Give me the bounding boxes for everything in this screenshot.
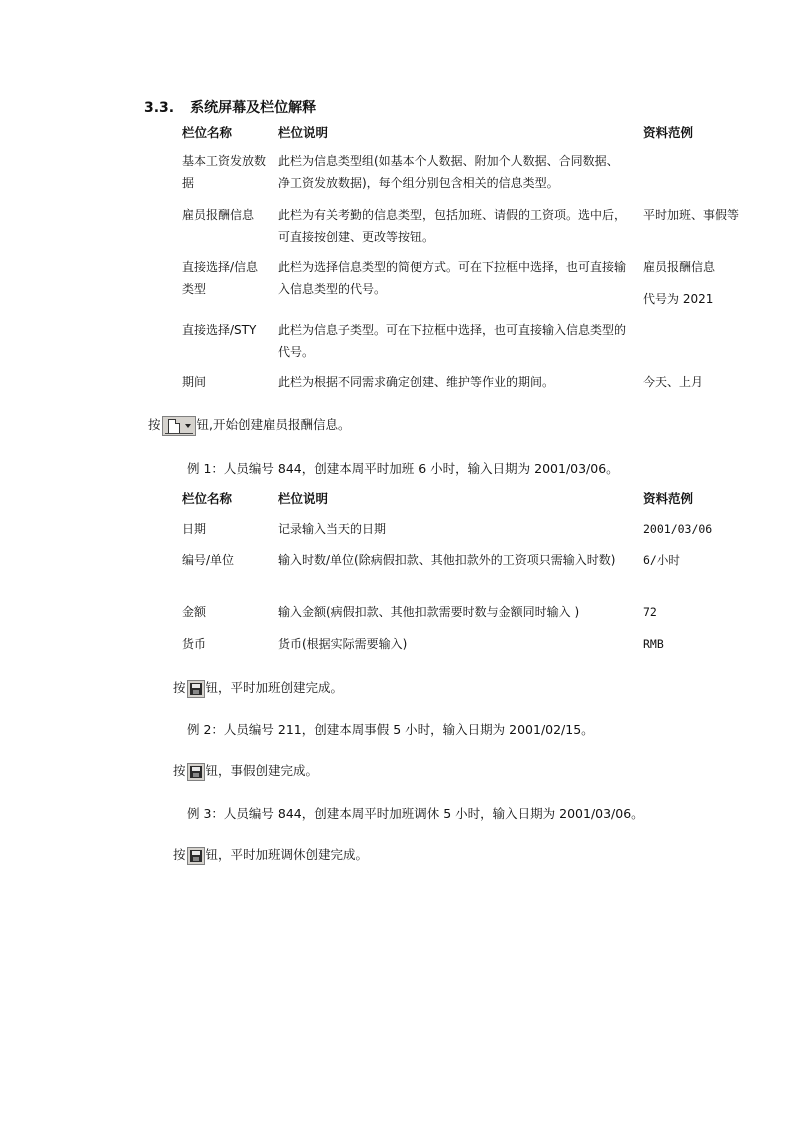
table2-row4-example: RMB [643,637,664,651]
table1-row3-example2: 代号为 2021 [643,292,714,306]
instruction-create [148,415,351,436]
table2-row1-name: 日期 [182,522,207,536]
instruction-save-leave-suffix: 钮，事假创建完成。 [205,763,319,778]
table2-header-desc: 栏位说明 [278,491,329,506]
section-number: 3.3. [144,100,175,116]
table1-row5-example: 今天、上月 [643,375,704,389]
instruction-create-prefix: 按 [148,417,161,432]
table1-row3-example: 雇员报酬信息 [643,260,716,274]
table2-row2-example: 6/小时 [643,553,680,567]
table1-header-desc: 栏位说明 [278,125,329,140]
section-title: 系统屏幕及栏位解释 [190,100,317,116]
table2-row3-name: 金额 [182,605,207,619]
table1-row2-desc: 此栏为有关考勤的信息类型，包括加班、请假的工资项。选中后，可直接按创建、更改等按钮。 [278,208,627,244]
table2-row4-desc: 货币(根据实际需要输入) [278,637,408,651]
new-document-dropdown-icon[interactable] [162,416,196,436]
table1-row4-name: 直接选择/STY [182,323,257,337]
instruction-save-overtime-suffix: 钮，平时加班创建完成。 [205,680,344,695]
table1-row1-desc: 此栏为信息类型组(如基本个人数据、附加个人数据、合同数据、净工资发放数据)，每个组分别包含相关的信息类型。 [278,154,619,190]
table1-row1-name: 基本工资发放数据 [182,154,267,190]
table1-row5-desc: 此栏为根据不同需求确定创建、维护等作业的期间。 [278,375,555,389]
save-disk-icon[interactable] [187,847,205,865]
instruction-save-overtime-prefix: 按 [173,680,186,695]
instruction-save-leave [173,761,318,781]
table1-row5-name: 期间 [182,375,207,389]
instruction-save-comp-prefix: 按 [173,847,186,862]
instruction-save-comp-suffix: 钮，平时加班调休创建完成。 [205,847,369,862]
section-heading [144,97,316,117]
instruction-save-leave-prefix: 按 [173,763,186,778]
table1-row3-name: 直接选择/信息类型 [182,260,259,296]
table1-row2-name: 雇员报酬信息 [182,208,255,222]
table1-header-name: 栏位名称 [182,125,233,140]
table2-row1-desc: 记录输入当天的日期 [278,522,387,536]
table2-row2-desc: 输入时数/单位(除病假扣款、其他扣款外的工资项只需输入时数) [278,553,616,567]
table1-header-example: 资料范例 [643,125,694,140]
save-disk-icon[interactable] [187,763,205,781]
table2-row3-example: 72 [643,605,657,619]
table2-row2-name: 编号/单位 [182,553,235,567]
instruction-save-comp [173,845,368,865]
instruction-save-overtime [173,678,343,698]
table1-row4-desc: 此栏为信息子类型。可在下拉框中选择，也可直接输入信息类型的代号。 [278,323,627,359]
table2-header-example: 资料范例 [643,491,694,506]
table2-row4-name: 货币 [182,637,207,651]
table2-header-name: 栏位名称 [182,491,233,506]
example-1: 例 1：人员编号 844，创建本周平时加班 6 小时，输入日期为 2001/03/06。 [187,461,619,476]
example-3: 例 3：人员编号 844，创建本周平时加班调休 5 小时，输入日期为 2001/03/06。 [187,806,644,821]
save-disk-icon[interactable] [187,680,205,698]
table2-row3-desc: 输入金额(病假扣款、其他扣款需要时数与金额同时输入 ) [278,605,580,619]
example-2: 例 2：人员编号 211，创建本周事假 5 小时，输入日期为 2001/02/15。 [187,722,594,737]
table1-row2-example: 平时加班、事假等 [643,208,740,222]
instruction-create-suffix: 钮,开始创建雇员报酬信息。 [196,417,351,432]
table1-row3-desc: 此栏为选择信息类型的简便方式。可在下拉框中选择，也可直接输入信息类型的代号。 [278,260,627,296]
table2-row1-example: 2001/03/06 [643,522,713,536]
